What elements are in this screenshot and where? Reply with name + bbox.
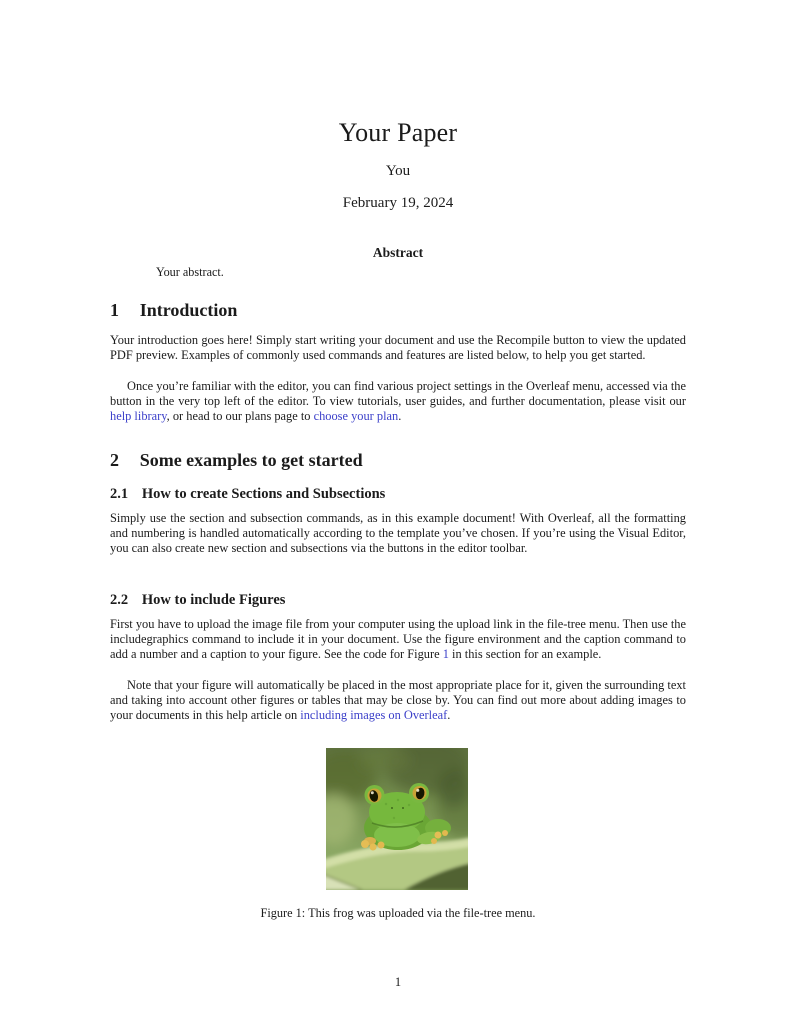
text-run: . — [447, 708, 451, 723]
figure-1-ref-link[interactable]: 1 — [442, 647, 449, 662]
section-heading-examples — [110, 450, 686, 471]
text-run: First you have to upload the image file from your computer using the upload link in the file-tree menu. Then use the includegraphics command to include it in your document. Use the figure environment and the caption command to add a number and a caption to your figure. See the code for Figure — [110, 617, 686, 662]
intro-paragraph-1: Your introduction goes here! Simply start writing your document and use the Recompile button to view the updated PDF preview. Examples of commonly used commands and features are listed below, to help you get started. — [110, 333, 686, 363]
including-images-on-overleaf-link[interactable]: including images on Overleaf — [300, 708, 448, 723]
subsection-number: 2.2 — [110, 592, 129, 608]
text-run: , or head to our plans page to — [166, 409, 314, 424]
subsection-title: How to include Figures — [141, 592, 286, 608]
choose-your-plan-link[interactable]: choose your plan — [313, 409, 399, 424]
text-run: Note that your figure will automatically be placed in the most appropriate place for it, given the surrounding text and taking into account other figures or tables that may be close by. You can find out more about adding images to your documents in this help article on — [110, 678, 686, 723]
sections-paragraph-1: Simply use the section and subsection commands, as in this example document! With Overleaf, all the formatting and numbering is handled automatically according to the template you’ve chosen. If you’re using the Visual Editor, you can also create new section and subsections via the buttons in the editor toolbar. — [110, 511, 686, 556]
section-number: 1 — [110, 300, 119, 320]
help-library-link[interactable]: help library — [110, 409, 167, 424]
subsection-heading-sections — [110, 486, 686, 503]
section-title: Introduction — [139, 300, 238, 320]
page-number: 1 — [394, 975, 402, 989]
text-run: . — [398, 409, 402, 424]
figure-1-frog-image — [326, 748, 468, 890]
text-run: Once you’re familiar with the editor, you can find various project settings in the Overleaf menu, accessed via the button in the very top left of the editor. To view tutorials, user guides, and further documentation, please visit our — [110, 379, 686, 409]
paper-title: Your Paper — [338, 118, 458, 147]
paper-author: You — [385, 163, 411, 179]
paper-date: February 19, 2024 — [342, 195, 454, 211]
figures-paragraph-1 — [110, 617, 686, 663]
figures-paragraph-2 — [110, 678, 686, 724]
section-heading-introduction — [110, 300, 686, 321]
subsection-number: 2.1 — [110, 486, 129, 502]
text-run: in this section for an example. — [448, 647, 602, 662]
figure-caption: Figure 1: This frog was uploaded via the file-tree menu. — [260, 906, 536, 920]
intro-paragraph-2 — [110, 379, 686, 425]
abstract-heading: Abstract — [372, 245, 424, 260]
subsection-heading-figures — [110, 592, 686, 609]
subsection-title: How to create Sections and Subsections — [141, 486, 386, 502]
abstract-text: Your abstract. — [156, 265, 224, 279]
section-title: Some examples to get started — [139, 450, 363, 470]
section-number: 2 — [110, 450, 119, 470]
frog-photo-illustration — [326, 748, 468, 890]
